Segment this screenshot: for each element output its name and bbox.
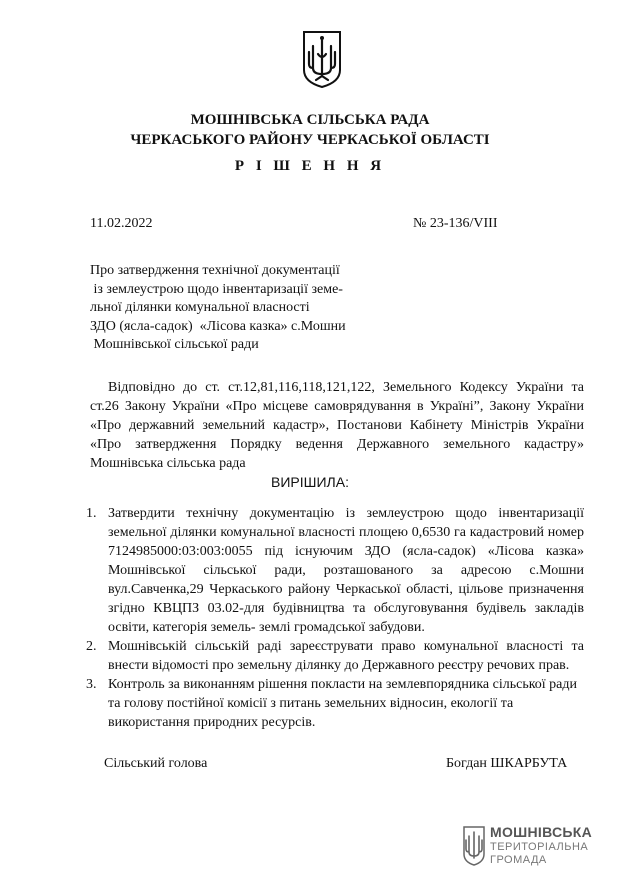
item-number: 2. [86, 639, 97, 654]
decision-item [86, 675, 584, 732]
decision-item [86, 637, 584, 675]
subject-line: Мошнівської сільської ради [90, 337, 259, 352]
item-text: Мошнівській сільській раді зареєструвати право комунальної власності та внести відомості про земельну ділянку до Державного реєстру речових прав. [108, 639, 584, 673]
resolved-heading: ВИРІШИЛА: [271, 474, 349, 490]
coat-of-arms-icon [302, 30, 342, 88]
signatory-position: Сільський голова [104, 756, 208, 771]
logo-subtitle: ТЕРИТОРІАЛЬНА [490, 841, 589, 853]
item-text: Контроль за виконанням рішення покласти на землевпорядника сільської ради та голову постійної комісії з питань земельних відносин, екології та використання природних ресурсів. [108, 677, 578, 730]
logo-title: МОШНІВСЬКА [490, 824, 593, 840]
document-type-title: Р І Ш Е Н Н Я [234, 158, 386, 174]
council-name: МОШНІВСЬКА СІЛЬСЬКА РАДА [190, 112, 430, 128]
item-text: Затвердити технічну документацію із землеустрою щодо інвентаризації земельної ділянки комунальної власності площею 0,6530 га кадастровий номер 7124985000:03:003:0055 під існуючим ЗДО (ясла-садок) «Лісова казка» Мошнівської сільської ради, розташованого за адресою с.Мошни вул.Савченка,29 Черкаського району Черкаської області, цільове призначення згідно КВЦПЗ 03.02-для будівництва та обслуговування будівель закладів освіти, категорія земель- землі громадської забудови. [108, 506, 584, 635]
decision-subject [90, 262, 346, 355]
community-logo [463, 824, 603, 870]
decision-items-list [86, 504, 584, 732]
subject-line: льної ділянки комунальної власності [90, 300, 310, 315]
preamble-paragraph: Відповідно до ст. ст.12,81,116,118,121,122, Земельного Кодексу України та ст.26 Закону України «Про місцеве самоврядування в Україні”, Закону України «Про державний земельний кадастр», Постанови Кабінету Міністрів України «Про затвердження Порядку ведення Державного земельного кадастру» Мошнівська сільська рада [90, 380, 584, 471]
logo-subtitle: ГРОМАДА [490, 854, 547, 866]
council-district: ЧЕРКАСЬКОГО РАЙОНУ ЧЕРКАСЬКОЇ ОБЛАСТІ [130, 132, 490, 148]
signatory-name: Богдан ШКАРБУТА [446, 756, 568, 771]
decision-item [86, 504, 584, 637]
subject-line: із землеустрою щодо інвентаризації земе- [90, 281, 343, 297]
subject-line: ЗДО (ясла-садок) «Лісова казка» с.Мошни [90, 318, 346, 334]
item-number: 1. [86, 506, 97, 521]
trident-icon [463, 826, 485, 866]
item-number: 3. [86, 677, 97, 692]
subject-line: Про затвердження технічної документації [90, 263, 340, 278]
decision-date: 11.02.2022 [90, 216, 153, 231]
decision-number: № 23-136/VIII [413, 216, 498, 231]
